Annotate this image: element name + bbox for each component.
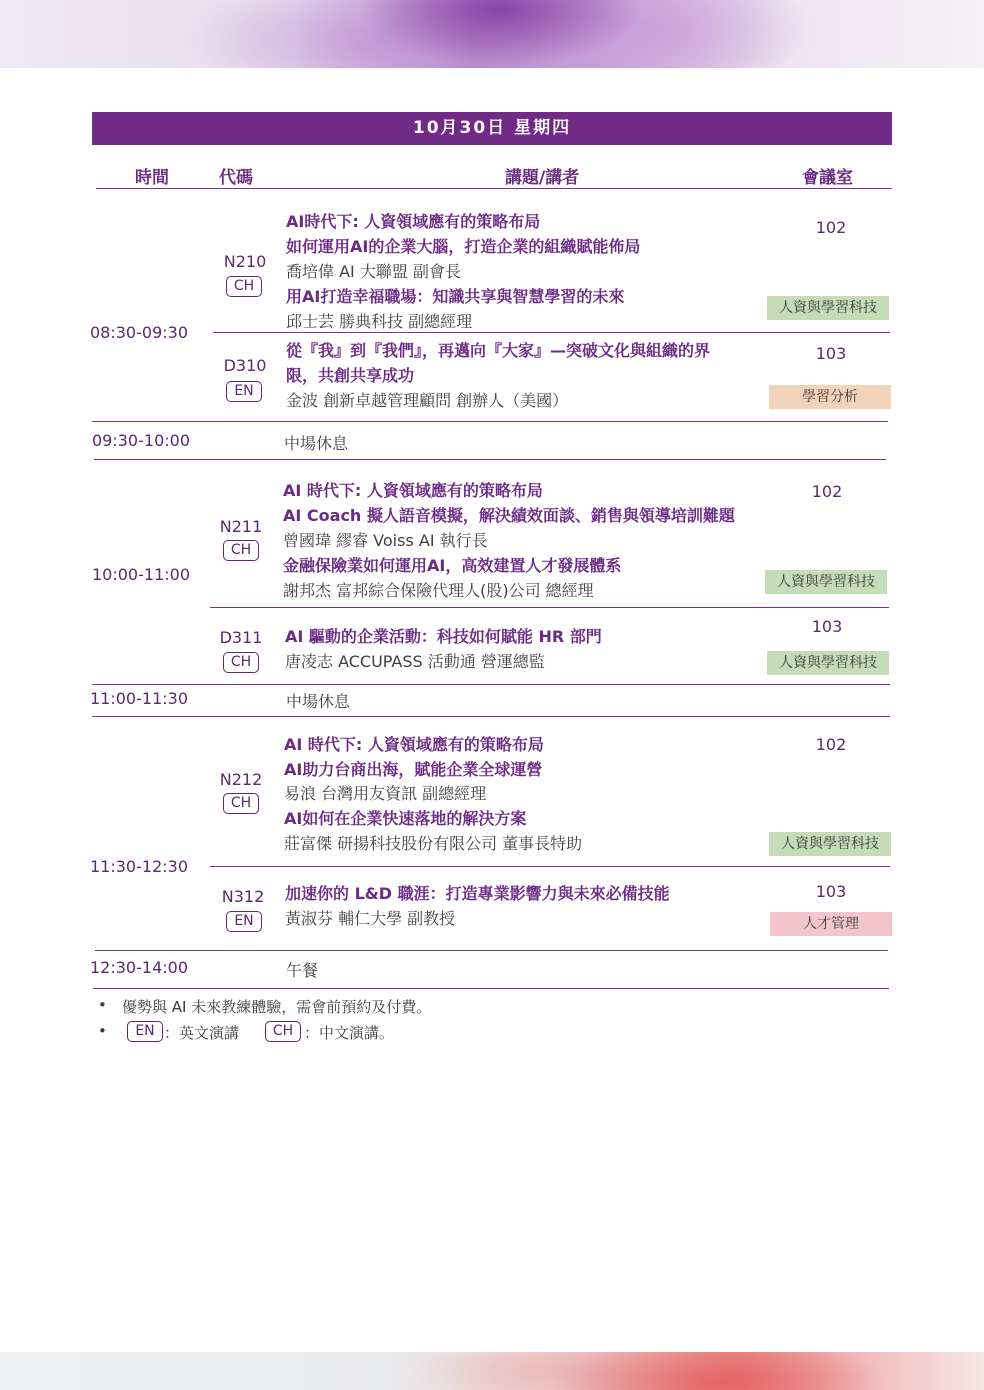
header-code: 代碼 xyxy=(219,168,253,188)
lunch-time: 12:30-14:00 xyxy=(90,958,188,977)
room-number: 103 xyxy=(815,344,847,363)
language-badge: CH xyxy=(223,652,259,673)
language-badge: CH xyxy=(226,276,262,297)
session-code: N210 xyxy=(223,252,267,271)
session-title: AI Coach 擬人語音模擬，解決績效面談、銷售與領導培訓難題 xyxy=(283,506,735,525)
row-divider xyxy=(92,421,888,422)
session-time: 08:30-09:30 xyxy=(90,323,188,342)
row-divider xyxy=(210,607,889,608)
row-divider xyxy=(95,950,888,951)
session-title: 金融保險業如何運用AI，高效建置人才發展體系 xyxy=(283,556,622,575)
room-number: 103 xyxy=(811,617,843,636)
session-title: 用AI打造幸福職場：知識共享與智慧學習的未來 xyxy=(286,287,625,306)
row-divider xyxy=(92,684,890,685)
header-time: 時間 xyxy=(135,168,169,188)
speaker: 易浪 台灣用友資訊 副總經理 xyxy=(284,784,487,803)
row-divider xyxy=(92,716,890,717)
row-divider xyxy=(93,988,889,989)
break-time: 11:00-11:30 xyxy=(90,689,188,708)
session-title: AI 驅動的企業活動：科技如何賦能 HR 部門 xyxy=(285,627,602,646)
session-code: N312 xyxy=(221,887,265,906)
room-number: 103 xyxy=(815,882,847,901)
language-badge: CH xyxy=(223,540,259,561)
note-text: 優勢與 AI 未來教練體驗，需會前預約及付費。 xyxy=(122,998,432,1016)
session-code: D311 xyxy=(219,628,263,647)
row-divider xyxy=(213,332,890,333)
decorative-top-banner xyxy=(0,0,984,68)
session-title: AI如何在企業快速落地的解決方案 xyxy=(284,809,527,828)
break-label: 中場休息 xyxy=(286,692,351,711)
track-tag: 人資與學習科技 xyxy=(765,570,887,594)
session-title: AI 時代下: 人資領域應有的策略布局 xyxy=(284,735,544,754)
speaker: 莊富傑 研揚科技股份有限公司 董事長特助 xyxy=(284,834,583,853)
speaker: 金波 創新卓越管理顧問 創辦人（美國） xyxy=(286,391,569,410)
legend-text: ：英文演講 xyxy=(164,1024,240,1042)
session-code: N212 xyxy=(219,770,263,789)
track-tag: 人資與學習科技 xyxy=(767,296,889,320)
break-time: 09:30-10:00 xyxy=(92,431,190,450)
session-time: 11:30-12:30 xyxy=(90,857,188,876)
track-tag: 學習分析 xyxy=(769,385,891,409)
header-room: 會議室 xyxy=(802,168,853,188)
speaker: 黃淑芬 輔仁大學 副教授 xyxy=(285,909,456,928)
room-number: 102 xyxy=(815,218,847,237)
language-badge: EN xyxy=(127,1021,163,1042)
track-tag: 人才管理 xyxy=(770,912,892,936)
language-badge: EN xyxy=(226,911,262,932)
session-code: D310 xyxy=(223,356,267,375)
date-heading: 10月30日 星期四 xyxy=(92,112,892,145)
lunch-label: 午餐 xyxy=(286,961,319,980)
bullet-icon: • xyxy=(98,1022,107,1040)
session-time: 10:00-11:00 xyxy=(92,565,190,584)
header-topic: 講題/講者 xyxy=(505,168,580,188)
session-title: AI助力台商出海，賦能企業全球運營 xyxy=(284,760,543,779)
track-tag: 人資與學習科技 xyxy=(769,832,891,856)
break-label: 中場休息 xyxy=(284,434,349,453)
speaker: 曾國瑋 繆睿 Voiss AI 執行長 xyxy=(283,531,488,550)
language-badge: CH xyxy=(265,1021,301,1042)
room-number: 102 xyxy=(815,735,847,754)
decorative-bottom-banner xyxy=(0,1352,984,1390)
session-title: AI時代下: 人資領域應有的策略布局 xyxy=(286,212,541,231)
session-title: 限，共創共享成功 xyxy=(286,366,415,385)
session-title: 如何運用AI的企業大腦，打造企業的組織賦能佈局 xyxy=(286,237,641,256)
track-tag: 人資與學習科技 xyxy=(767,651,889,675)
language-badge: CH xyxy=(223,793,259,814)
room-number: 102 xyxy=(811,482,843,501)
session-code: N211 xyxy=(219,517,263,536)
session-title: AI 時代下: 人資領域應有的策略布局 xyxy=(283,481,543,500)
speaker: 邱士芸 勝典科技 副總經理 xyxy=(286,312,473,331)
legend-text: ：中文演講。 xyxy=(304,1024,395,1042)
speaker: 謝邦杰 富邦綜合保險代理人(股)公司 總經理 xyxy=(283,581,594,600)
header-divider xyxy=(96,188,892,189)
row-divider xyxy=(210,866,890,867)
session-title: 加速你的 L&D 職涯：打造專業影響力與未來必備技能 xyxy=(285,884,670,903)
speaker: 喬培偉 AI 大聯盟 副會長 xyxy=(286,262,461,281)
bullet-icon: • xyxy=(98,996,107,1014)
language-badge: EN xyxy=(226,381,262,402)
session-title: 從『我』到『我們』，再邁向『大家』—突破文化與組織的界 xyxy=(286,341,711,360)
speaker: 唐凌志 ACCUPASS 活動通 營運總監 xyxy=(285,652,545,671)
row-divider xyxy=(94,459,886,460)
